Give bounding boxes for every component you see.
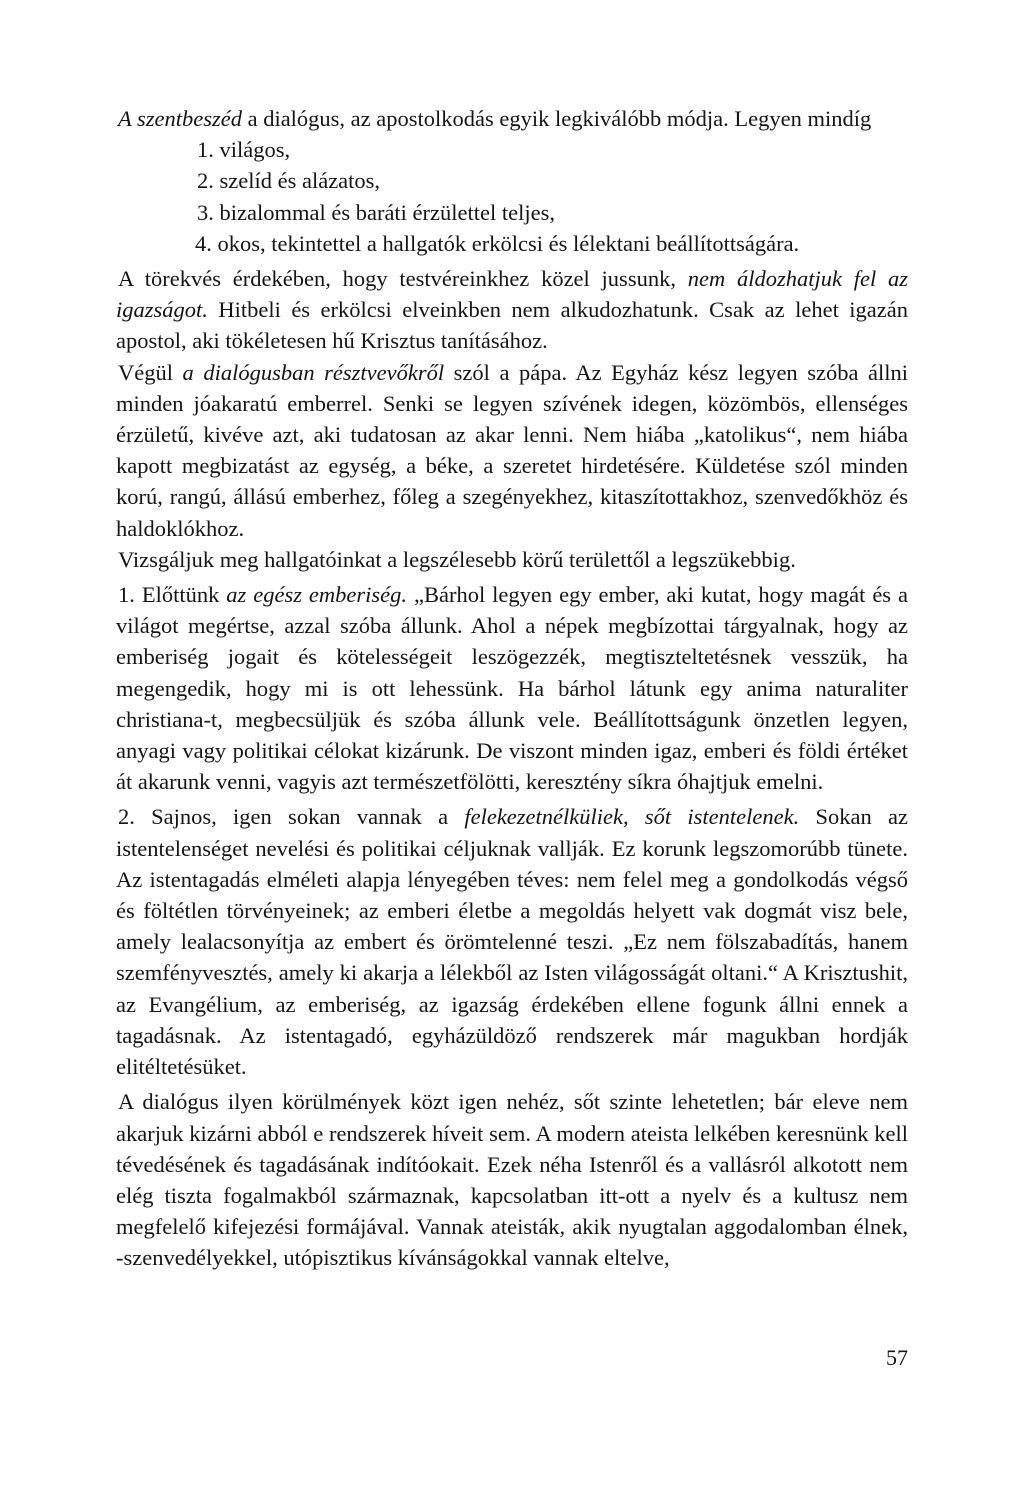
italic-phrase: az egész emberiség. xyxy=(226,582,408,608)
italic-phrase: A szentbeszéd xyxy=(118,106,242,131)
italic-phrase: felekezetnélküliek, sőt istentelenek. xyxy=(464,804,800,830)
italic-phrase: a dialógusban résztvevőkről xyxy=(182,359,445,385)
paragraph-text: Hitbeli és erkölcsi elveinkben nem alkudozhatunk. Csak az lehet igazán apostol, aki tökéletesen hű Krisztus tanításához. xyxy=(116,297,908,354)
paragraph-6 xyxy=(116,801,908,1082)
paragraph-text: a dialógus, az apostolkodás egyik legkiválóbb módja. Legyen mindíg xyxy=(241,106,872,131)
list-item: 1. világos, xyxy=(197,137,291,163)
paragraph-4: Vizsgáljuk meg hallgatóinkat a legszélesebb körű területtől a legszükebbig. xyxy=(118,546,796,572)
list-item: 4. okos, tekintettel a hallgatók erkölcsi és lélektani beállítottságára. xyxy=(195,230,800,256)
paragraph-7: A dialógus ilyen körülmények közt igen nehéz, sőt szinte lehetetlen; bár eleve nem akarjuk kizárni abból e rendszerek híveit sem. A modern ateista lelkében keresnünk kell tévedésének és tagadásának indítóokait. Ezek néha Istenről és a vallásról alkotott nem elég tiszta fogalmakból származnak, kapcsolatban itt-ott a nyelv és a kultusz nem megfelelő kifejezési formájával. Vannak ateisták, akik nyugtalan aggodalomban élnek, -szenvedélyekkel, utópisztikus kívánságokkal vannak eltelve, xyxy=(116,1089,908,1271)
paragraph-text: Sokan az istentelenséget nevelési és politikai céljuknak vallják. Ez korunk legszomorúbb tünete. Az istentagadás elméleti alapja lényegében téves: nem felel meg a gondolkodás végső és föltétlen törvényeinek; az emberi életbe a megoldás helyett vak dogmát visz bele, amely lealacsonyítja az embert és örömtelenné teszi. „Ez nem fölszabadítás, hanem szemfényvesztés, amely ki akarja a lélekből az Isten világosságát oltani.“ A Krisztushit, az Evangélium, az emberiség, az igazság érdekében ellene fogunk állni ennek a tagadásnak. Az istentagadó, egyházüldöző rendszerek már magukban hordják elitéltetésüket. xyxy=(116,804,909,1080)
paragraph-text: 1. Előttünk xyxy=(118,582,227,608)
paragraph-text: „Bárhol legyen egy ember, aki kutat, hogy magát és a világot megértse, azzal szóba állunk. Ahol a népek megbízottai tárgyalnak, hogy az emberiség jogait és kötelességeit leszögezzék, megtiszteltetésnek vesszük, ha megengedik, hogy mi is ott lehessünk. Ha bárhol látunk egy anima naturaliter christiana-t, megbecsüljük és szóba állunk vele. Beállítottságunk önzetlen legyen, anyagi vagy politikai célokat kizárunk. De viszont minden igaz, emberi és földi értéket át akarunk venni, vagyis azt természetfölötti, keresztény síkra óhajtjuk emelni. xyxy=(116,582,908,795)
body-text xyxy=(116,103,908,1274)
paragraph-text: Végül xyxy=(118,359,183,385)
list-item: 2. szelíd és alázatos, xyxy=(197,168,381,194)
paragraph-text: 2. Sajnos, igen sokan vannak a xyxy=(118,804,465,830)
numbered-list xyxy=(116,134,908,259)
paragraph-text: A törekvés érdekében, hogy testvéreinkhez közel jussunk, xyxy=(118,266,688,292)
paragraph-3 xyxy=(116,357,908,544)
paragraph-text: szól a pápa. Az Egyház kész legyen szóba állni minden jóakaratú emberrel. Senki se legyen szívének idegen, közömbös, ellenséges érzületű, kivéve azt, aki tudatosan az akar lenni. Nem hiába „katolikus“, nem hiába kapott megbizatást az egység, a béke, a szeretet hirdetésére. Küldetése szól minden korú, rangú, állású emberhez, főleg a szegényekhez, kitaszítottakhoz, szenvedőkhöz és haldoklókhoz. xyxy=(116,359,908,541)
paragraph-2 xyxy=(116,263,908,357)
page-number: 57 xyxy=(886,1345,908,1370)
italic-phrase: nem áldozhatjuk fel az igazságot. xyxy=(116,266,908,323)
paragraph-5 xyxy=(116,579,908,797)
list-item: 3. bizalommal és baráti érzülettel teljes, xyxy=(197,199,555,225)
paragraph-1 xyxy=(116,103,908,134)
